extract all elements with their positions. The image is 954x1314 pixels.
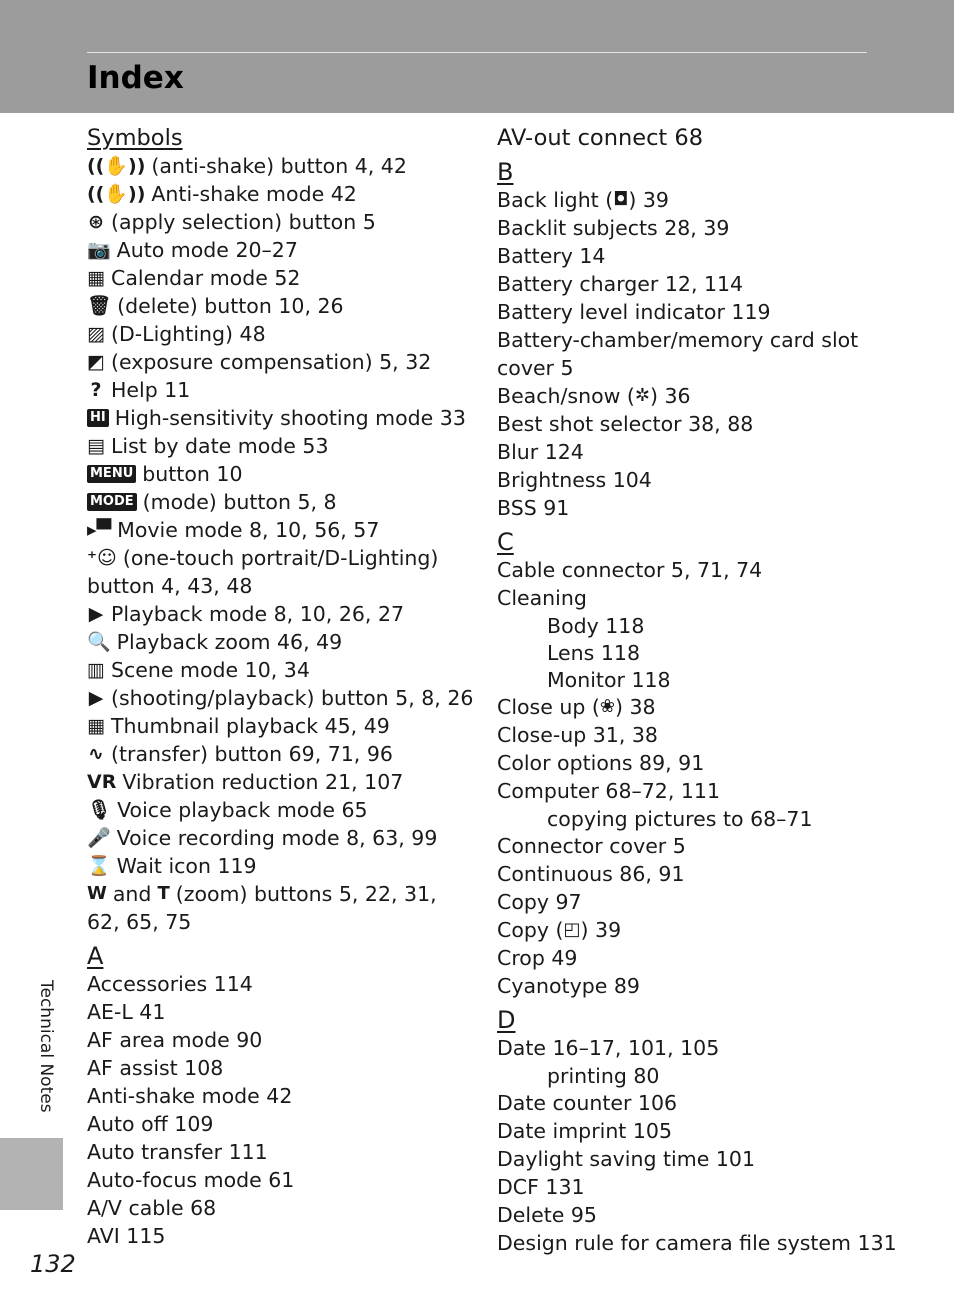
entry-text: Blur 124 — [497, 440, 584, 464]
index-entry — [497, 1034, 927, 1062]
symbol-icon: 🎙 — [87, 799, 112, 821]
entry-text: (transfer) button 69, 71, 96 — [111, 742, 393, 766]
symbol-icon: ▸▀ — [87, 519, 112, 541]
entry-text: Continuous 86, 91 — [497, 862, 685, 886]
entry-text: button 4, 43, 48 — [87, 574, 253, 598]
index-entry — [497, 1089, 927, 1117]
symbol-icon: ◩ — [87, 351, 105, 373]
entry-text: ) 39 — [580, 918, 622, 942]
index-entry — [497, 242, 927, 270]
d-entries — [497, 1089, 927, 1257]
index-subentry — [497, 612, 927, 639]
index-entry — [87, 264, 467, 292]
index-entry — [87, 1054, 467, 1082]
entry-text: Voice recording mode 8, 63, 99 — [116, 826, 438, 850]
entry-text: Auto mode 20–27 — [116, 238, 298, 262]
index-entry — [497, 860, 927, 888]
index-entry — [497, 972, 927, 1000]
symbol-icon: MODE — [87, 493, 137, 511]
entry-text: Copy 97 — [497, 890, 582, 914]
symbol-icon: 🔍 — [87, 631, 111, 653]
symbol-icon: ⊛ — [88, 211, 104, 233]
entry-text: Help 11 — [111, 378, 191, 402]
symbol-icon: ((✋)) — [87, 155, 146, 177]
entry-text: Movie mode 8, 10, 56, 57 — [117, 518, 380, 542]
entry-text: Thumbnail playback 45, 49 — [111, 714, 390, 738]
b-entries-2 — [497, 410, 927, 522]
index-subentry — [497, 666, 927, 693]
index-entry — [497, 1117, 927, 1145]
index-entry — [87, 740, 467, 768]
index-entry — [497, 326, 927, 354]
symbols-list — [87, 152, 467, 544]
entry-text: (D-Lighting) 48 — [111, 322, 266, 346]
index-entry — [497, 1201, 927, 1229]
entry-text: button 10 — [142, 462, 243, 486]
entry-text: Voice playback mode 65 — [117, 798, 368, 822]
index-entry — [497, 120, 927, 152]
index-entry — [87, 1222, 467, 1250]
entry-text: Best shot selector 38, 88 — [497, 412, 754, 436]
entry-text: Brightness 104 — [497, 468, 652, 492]
symbol-icon: ((✋)) — [87, 183, 146, 205]
index-subentry — [497, 1062, 927, 1089]
section-heading-c: C — [497, 528, 514, 556]
zoom-tele-icon: T — [157, 883, 170, 904]
index-entry — [87, 1110, 467, 1138]
page-number: 132 — [30, 1250, 76, 1278]
index-entry — [87, 320, 467, 348]
index-entry — [87, 236, 467, 264]
symbol-icon: ⌛ — [87, 855, 111, 877]
entry-text: printing 80 — [547, 1063, 660, 1088]
symbol-icon: HI — [87, 409, 109, 427]
entry-text: (exposure compensation) 5, 32 — [111, 350, 432, 374]
index-entry — [497, 494, 927, 522]
section-heading-b: B — [497, 158, 514, 186]
entry-text: Playback zoom 46, 49 — [116, 630, 343, 654]
index-entry — [497, 382, 927, 410]
close-up-flower-icon: ❀ — [599, 696, 615, 717]
index-entry — [87, 432, 467, 460]
entry-text: Copy ( — [497, 918, 564, 942]
symbol-icon: ▥ — [87, 659, 105, 681]
index-entry — [497, 410, 927, 438]
right-column — [497, 120, 927, 1257]
index-entry — [497, 1229, 927, 1257]
index-entry — [87, 180, 467, 208]
index-entry — [87, 1166, 467, 1194]
section-heading-a: A — [87, 942, 104, 970]
entry-text: Close-up 31, 38 — [497, 723, 658, 747]
entry-text: Battery charger 12, 114 — [497, 272, 744, 296]
section-heading-d: D — [497, 1006, 516, 1034]
index-entry — [87, 1194, 467, 1222]
index-entry — [497, 944, 927, 972]
b-entries — [497, 214, 927, 382]
index-entry — [87, 292, 467, 320]
index-entry — [87, 460, 467, 488]
c-entries — [497, 556, 927, 612]
symbol-icon: ▨ — [87, 323, 105, 345]
index-subentry — [497, 639, 927, 666]
index-entry — [497, 1145, 927, 1173]
symbol-icon: ? — [90, 379, 102, 401]
entry-text: AE-L 41 — [87, 1000, 166, 1024]
index-entry — [497, 721, 927, 749]
entry-text: Playback mode 8, 10, 26, 27 — [111, 602, 405, 626]
entry-text: Auto-focus mode 61 — [87, 1168, 295, 1192]
one-touch-portrait-icon: ⁺☺ — [87, 547, 117, 569]
symbol-icon: VR — [87, 771, 117, 793]
index-entry — [497, 186, 927, 214]
entry-text: High-sensitivity shooting mode 33 — [114, 406, 466, 430]
index-entry — [497, 584, 927, 612]
index-entry — [497, 777, 927, 805]
index-entry — [87, 600, 467, 628]
entry-text: copying pictures to 68–71 — [547, 806, 813, 831]
entry-text: AV-out connect 68 — [497, 125, 704, 151]
c-entries-2 — [497, 721, 927, 805]
index-entry — [87, 970, 467, 998]
entry-text: Vibration reduction 21, 107 — [122, 770, 404, 794]
index-subentry — [497, 805, 927, 832]
symbol-icon: 🎤 — [87, 827, 111, 849]
entry-text: Color options 89, 91 — [497, 751, 705, 775]
entry-text: Auto off 109 — [87, 1112, 214, 1136]
symbol-icon: 🗑 — [87, 295, 112, 317]
index-entry — [87, 1138, 467, 1166]
symbol-icon: MENU — [87, 465, 136, 483]
page-title: Index — [87, 60, 184, 96]
entry-text: Computer 68–72, 111 — [497, 779, 721, 803]
entry-text: A/V cable 68 — [87, 1196, 217, 1220]
entry-text: List by date mode 53 — [111, 434, 329, 458]
index-entry — [497, 832, 927, 860]
entry-text: Crop 49 — [497, 946, 578, 970]
header-band — [0, 0, 954, 113]
entry-text: Cleaning — [497, 586, 587, 610]
entry-text: (apply selection) button 5 — [111, 210, 376, 234]
index-entry — [87, 152, 467, 180]
index-entry — [497, 693, 927, 721]
entry-text: and — [112, 882, 152, 906]
entry-text: Lens 118 — [547, 640, 640, 665]
index-entry — [497, 888, 927, 916]
index-entry — [87, 208, 467, 236]
entry-text: AF assist 108 — [87, 1056, 224, 1080]
index-entry — [87, 544, 467, 572]
index-entry — [87, 880, 467, 908]
entry-text: Wait icon 119 — [116, 854, 257, 878]
entry-text: Monitor 118 — [547, 667, 671, 692]
symbol-icon: ▦ — [87, 715, 105, 737]
index-entry — [497, 354, 927, 382]
entry-text: Anti-shake mode 42 — [87, 1084, 293, 1108]
entry-text: Close up ( — [497, 695, 600, 719]
entry-text: 62, 65, 75 — [87, 910, 192, 934]
entry-text: ) 36 — [650, 384, 691, 408]
zoom-wide-icon: W — [87, 883, 107, 904]
entry-text: cover 5 — [497, 356, 574, 380]
entry-text: Scene mode 10, 34 — [111, 658, 310, 682]
index-entry — [87, 998, 467, 1026]
header-rule — [87, 52, 867, 53]
symbol-icon: ▶ — [88, 603, 104, 625]
index-entry — [497, 438, 927, 466]
entry-text: BSS 91 — [497, 496, 570, 520]
index-entry — [87, 404, 467, 432]
c-subentries — [497, 612, 927, 693]
entry-text: (mode) button 5, 8 — [142, 490, 337, 514]
copy-icon: ◰ — [563, 919, 581, 940]
beach-snow-icon: ✲ — [634, 385, 650, 406]
entry-text: AF area mode 90 — [87, 1028, 263, 1052]
entry-text: (anti-shake) button 4, 42 — [151, 154, 407, 178]
entry-text: Design rule for camera file system 131 — [497, 1231, 897, 1255]
index-entry — [87, 1026, 467, 1054]
index-entry — [497, 556, 927, 584]
entry-text: (one-touch portrait/D-Lighting) — [122, 546, 439, 570]
entry-text: Battery 14 — [497, 244, 606, 268]
index-entry — [87, 796, 467, 824]
a-entries — [87, 970, 467, 1250]
c-entries-3 — [497, 832, 927, 916]
entry-text: Backlit subjects 28, 39 — [497, 216, 730, 240]
c-entries-4 — [497, 944, 927, 1000]
entry-text: Date imprint 105 — [497, 1119, 672, 1143]
entry-text: ) 38 — [614, 695, 656, 719]
entry-text: Body 118 — [547, 613, 645, 638]
side-tab — [0, 1138, 63, 1210]
index-entry — [87, 376, 467, 404]
index-entry — [87, 348, 467, 376]
index-entry — [497, 214, 927, 242]
index-entry — [497, 466, 927, 494]
index-entry-continuation — [87, 572, 467, 600]
index-entry — [497, 1173, 927, 1201]
side-section-label: Technical Notes — [36, 980, 56, 1113]
index-entry — [87, 852, 467, 880]
index-entry — [87, 712, 467, 740]
symbol-icon: ▤ — [87, 435, 105, 457]
symbol-icon: ▦ — [87, 267, 105, 289]
entry-text: Auto transfer 111 — [87, 1140, 268, 1164]
index-entry — [87, 488, 467, 516]
entry-text: (delete) button 10, 26 — [117, 294, 344, 318]
entry-text: (shooting/playback) button 5, 8, 26 — [111, 686, 474, 710]
entry-text: ) 39 — [628, 188, 669, 212]
entry-text: Battery-chamber/memory card slot — [497, 328, 859, 352]
entry-text: Beach/snow ( — [497, 384, 635, 408]
entry-text: Date 16–17, 101, 105 — [497, 1036, 720, 1060]
entry-text: DCF 131 — [497, 1175, 585, 1199]
index-entry — [87, 628, 467, 656]
entry-text: Anti-shake mode 42 — [151, 182, 357, 206]
index-entry — [87, 684, 474, 712]
index-entry — [497, 270, 927, 298]
index-entry — [87, 516, 467, 544]
index-entry — [87, 1082, 467, 1110]
entry-text: Delete 95 — [497, 1203, 597, 1227]
entry-text: Calendar mode 52 — [111, 266, 301, 290]
symbol-icon: 📷 — [87, 239, 111, 261]
entry-text: Accessories 114 — [87, 972, 253, 996]
entry-text: AVI 115 — [87, 1224, 166, 1248]
entry-text: Back light ( — [497, 188, 614, 212]
index-entry — [87, 824, 467, 852]
entry-text: Cable connector 5, 71, 74 — [497, 558, 763, 582]
entry-text: (zoom) buttons 5, 22, 31, — [175, 882, 437, 906]
symbol-icon: ∿ — [88, 743, 104, 765]
index-entry — [497, 749, 927, 777]
entry-text: Daylight saving time 101 — [497, 1147, 755, 1171]
index-entry — [497, 916, 927, 944]
symbol-icon: ▶ — [88, 687, 104, 709]
backlight-icon: ◘ — [613, 189, 629, 210]
entry-text: Date counter 106 — [497, 1091, 678, 1115]
index-entry-continuation — [87, 908, 467, 936]
entry-text: Connector cover 5 — [497, 834, 686, 858]
index-entry — [87, 768, 467, 796]
entry-text: Cyanotype 89 — [497, 974, 640, 998]
symbols-list-2 — [87, 600, 474, 880]
index-entry — [87, 656, 467, 684]
left-column — [87, 120, 474, 1250]
index-entry — [497, 298, 927, 326]
section-heading-symbols: Symbols — [87, 125, 183, 151]
entry-text: Battery level indicator 119 — [497, 300, 771, 324]
